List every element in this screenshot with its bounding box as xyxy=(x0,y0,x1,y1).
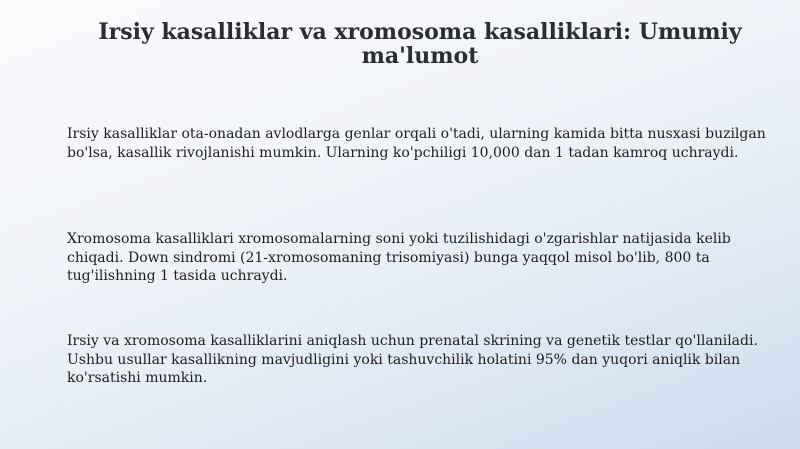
paragraph-chromosome-diseases: Xromosoma kasalliklari xromosomalarning soni yoki tuzilishidagi o'zgarishlar natijasida kelib chiqadi. Down sindromi (21-xromosomaning trisomiyasi) bunga yaqqol misol bo'lib, 800 ta tug'ilishning 1 tasida uchraydi. xyxy=(67,231,731,284)
paragraph-hereditary-diseases: Irsiy kasalliklar ota-onadan avlodlarga genlar orqali o'tadi, ularning kamida bitta nusxasi buzilgan bo'lsa, kasallik rivojlanishi mumkin. Ularning ko'pchiligi 10,000 dan 1 tadan kamroq uchraydi. xyxy=(67,126,766,161)
paragraph-diagnostics: Irsiy va xromosoma kasalliklarini aniqlash uchun prenatal skrining va genetik testlar qo'llaniladi. Ushbu usullar kasallikning mavjudligini yoki tashuvchilik holatini 95% dan yuqori aniqlik bilan ko'rsatishi mumkin. xyxy=(67,333,758,386)
slide-title: Irsiy kasalliklar va xromosoma kasalliklari: Umumiy ma'lumot xyxy=(98,19,742,69)
